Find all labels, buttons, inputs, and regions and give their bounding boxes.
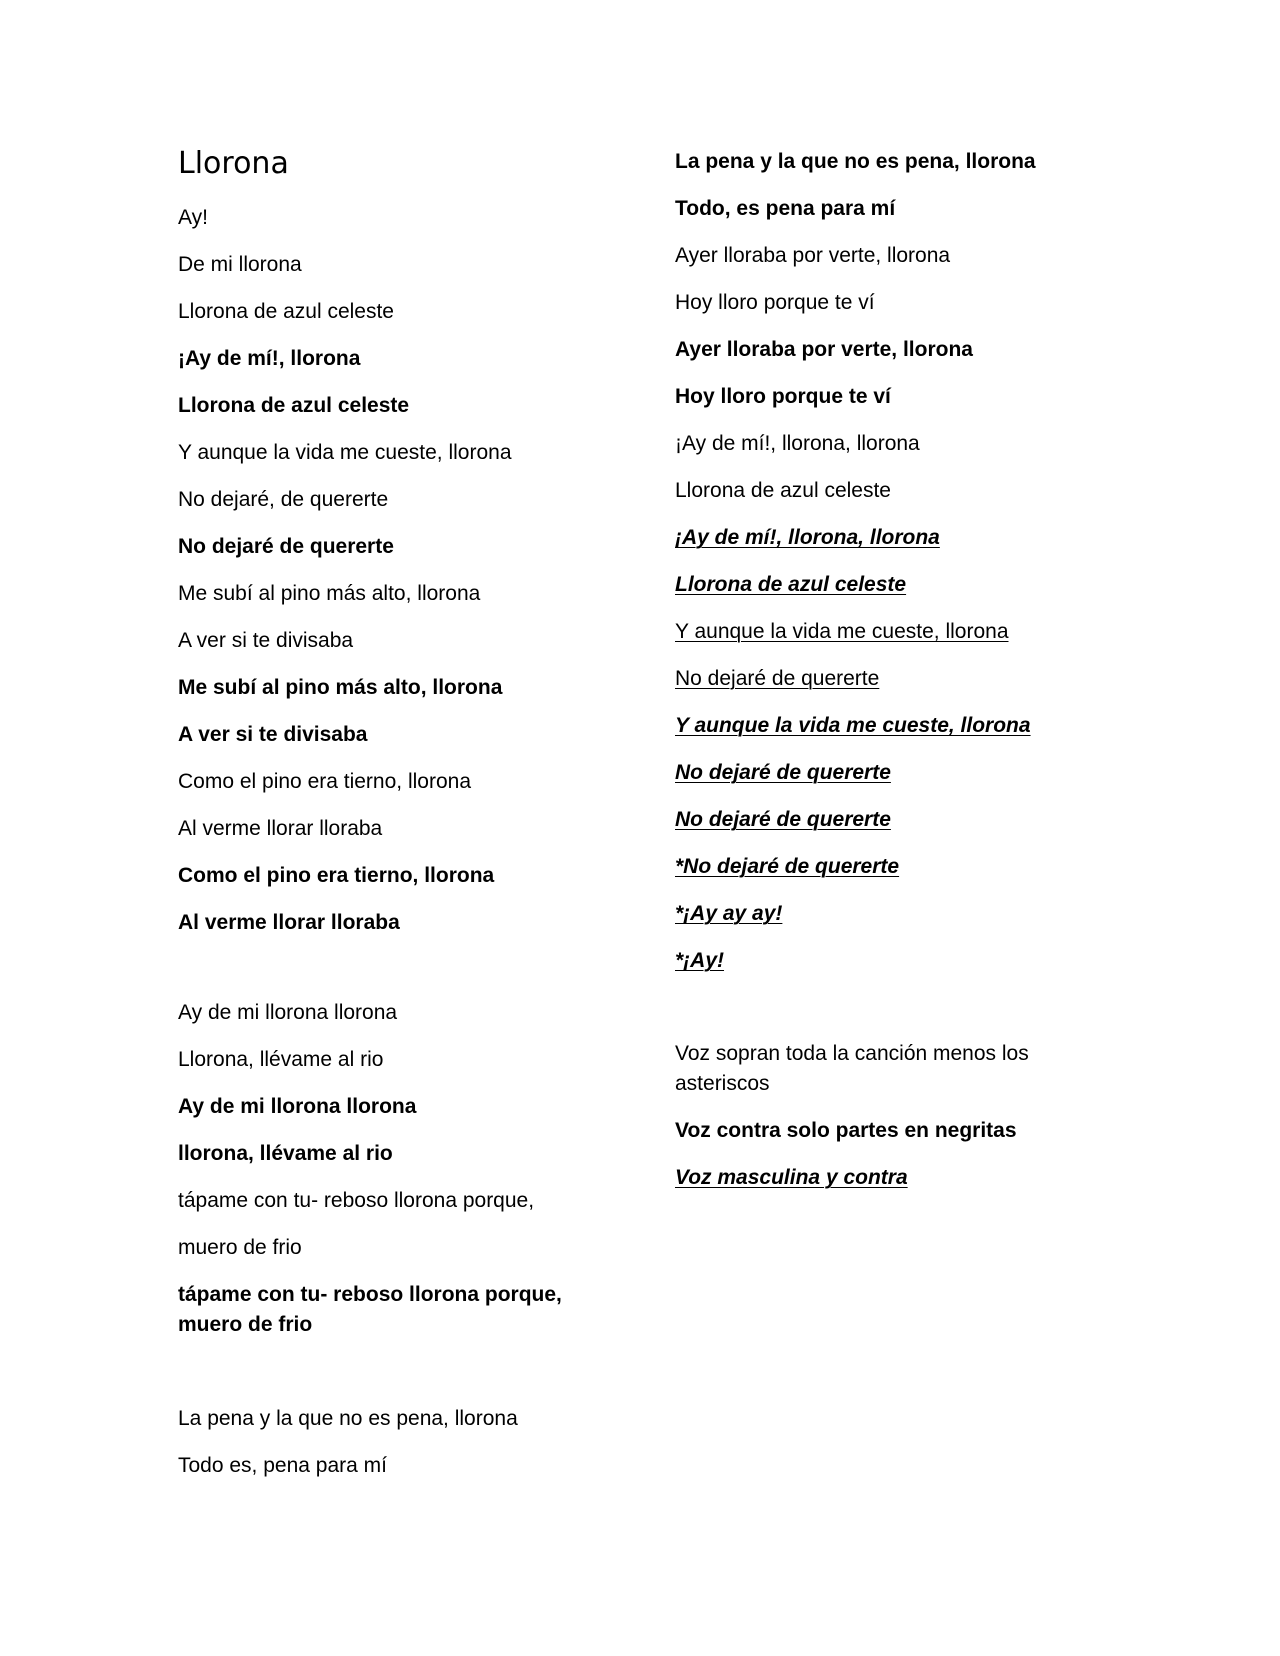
lyric-line-bold: Ayer lloraba por verte, llorona [675,338,973,361]
lyric-line: Ayer lloraba por verte, llorona [675,244,951,267]
note-contra: Voz contra solo partes en negritas [675,1119,1017,1142]
lyric-line-bold-italic-underlined: No dejaré de quererte [675,761,891,784]
note-sopran: Voz sopran toda la canción menos los asteriscos [675,1042,1029,1095]
lyric-line-bold: Ay de mi llorona llorona [178,1095,417,1118]
lyric-line: A ver si te divisaba [178,629,354,652]
lyric-line: Y aunque la vida me cueste, llorona [178,441,512,464]
lyric-line: muero de frio [178,1236,302,1259]
lyric-line-bold-italic-underlined: Y aunque la vida me cueste, llorona [675,714,1031,737]
lyric-line: ¡Ay de mí!, llorona, llorona [675,432,920,455]
lyric-line: Todo es, pena para mí [178,1454,387,1477]
lyric-line-bold: A ver si te divisaba [178,723,368,746]
lyric-line: De mi llorona [178,253,302,276]
lyric-line: Ay! [178,206,208,229]
lyric-line-bold: Todo, es pena para mí [675,197,896,220]
lyric-line: No dejaré, de quererte [178,488,389,511]
lyric-line-bold: Llorona de azul celeste [178,394,410,417]
note-masculina: Voz masculina y contra [675,1166,908,1189]
lyric-line: tápame con tu- reboso llorona porque, [178,1189,535,1212]
page-title: Llorona [178,146,289,181]
lyric-line: Al verme llorar lloraba [178,817,383,840]
lyric-line-bold: ¡Ay de mí!, llorona [178,347,361,370]
lyric-line-bold: Me subí al pino más alto, llorona [178,676,503,699]
lyric-line-bold-italic-underlined: *No dejaré de quererte [675,855,900,878]
lyric-line-bold-italic-underlined: Llorona de azul celeste [675,573,907,596]
lyric-line: Llorona, llévame al rio [178,1048,384,1071]
lyric-line-bold-italic-underlined: No dejaré de quererte [675,808,891,831]
lyric-line-bold-italic-underlined: ¡Ay de mí!, llorona, llorona [675,526,940,549]
lyric-line: Me subí al pino más alto, llorona [178,582,481,605]
lyric-line: Como el pino era tierno, llorona [178,770,471,793]
lyric-line-bold-italic-underlined: *¡Ay! [675,949,725,972]
lyric-line: Hoy lloro porque te ví [675,291,875,314]
lyric-line-bold-italic-underlined: *¡Ay ay ay! [675,902,783,925]
lyric-line-bold: Al verme llorar lloraba [178,911,400,934]
lyric-line-bold: Como el pino era tierno, llorona [178,864,495,887]
lyric-line: La pena y la que no es pena, llorona [178,1407,518,1430]
lyric-line: Ay de mi llorona llorona [178,1001,398,1024]
lyric-line-underlined: No dejaré de quererte [675,667,880,690]
lyric-line-bold: La pena y la que no es pena, llorona [675,150,1036,173]
lyric-line-bold: llorona, llévame al rio [178,1142,393,1165]
lyric-line-bold: No dejaré de quererte [178,535,394,558]
lyric-line-bold: Hoy lloro porque te ví [675,385,891,408]
lyric-line: Llorona de azul celeste [675,479,891,502]
lyric-line-bold: tápame con tu- reboso llorona porque, muero de frio [178,1283,562,1336]
lyric-line: Llorona de azul celeste [178,300,394,323]
lyric-line-underlined: Y aunque la vida me cueste, llorona [675,620,1009,643]
